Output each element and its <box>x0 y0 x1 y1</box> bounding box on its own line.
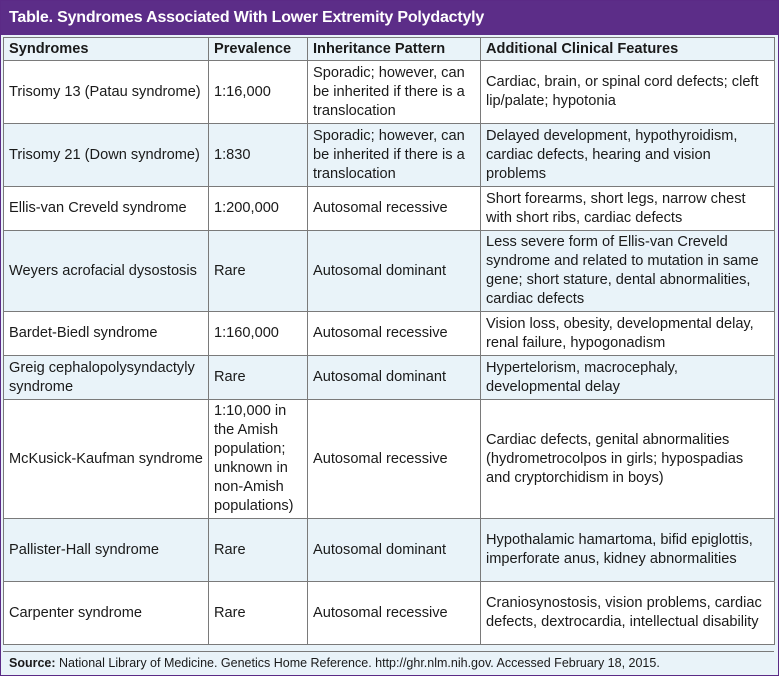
prevalence-cell: Rare <box>209 519 308 582</box>
prevalence-cell: 1:200,000 <box>209 187 308 231</box>
header-row <box>4 38 775 61</box>
column-header: Syndromes <box>4 38 209 61</box>
prevalence-cell: Rare <box>209 356 308 400</box>
features-cell: Hypertelorism, macrocephaly, developmental delay <box>481 356 775 400</box>
inheritance-cell: Autosomal recessive <box>308 312 481 356</box>
prevalence-cell: 1:16,000 <box>209 61 308 124</box>
inheritance-cell: Autosomal dominant <box>308 231 481 312</box>
syndrome-cell: Trisomy 13 (Patau syndrome) <box>4 61 209 124</box>
inheritance-cell: Autosomal recessive <box>308 582 481 645</box>
source-text: National Library of Medicine. Genetics Home Reference. http://ghr.nlm.nih.gov. Accessed February 18, 2015. <box>59 656 660 670</box>
table-row <box>4 356 775 400</box>
column-header: Inheritance Pattern <box>308 38 481 61</box>
prevalence-cell: 1:830 <box>209 124 308 187</box>
table-row <box>4 187 775 231</box>
source-label: Source: <box>9 656 56 670</box>
features-cell: Cardiac, brain, or spinal cord defects; cleft lip/palate; hypotonia <box>481 61 775 124</box>
table-row <box>4 519 775 582</box>
column-header: Prevalence <box>209 38 308 61</box>
features-cell: Delayed development, hypothyroidism, cardiac defects, hearing and vision problems <box>481 124 775 187</box>
inheritance-cell: Sporadic; however, can be inherited if there is a translocation <box>308 124 481 187</box>
table-row <box>4 582 775 645</box>
syndrome-cell: Trisomy 21 (Down syndrome) <box>4 124 209 187</box>
syndrome-cell: Carpenter syndrome <box>4 582 209 645</box>
features-cell: Craniosynostosis, vision problems, cardiac defects, dextrocardia, intellectual disability <box>481 582 775 645</box>
table-row <box>4 124 775 187</box>
features-cell: Less severe form of Ellis-van Creveld syndrome and related to mutation in same gene; short stature, dental abnormalities, cardiac defects <box>481 231 775 312</box>
inheritance-cell: Autosomal dominant <box>308 519 481 582</box>
syndrome-cell: McKusick-Kaufman syndrome <box>4 400 209 519</box>
features-cell: Cardiac defects, genital abnormalities (hydrometrocolpos in girls; hypospadias and cryptorchidism in boys) <box>481 400 775 519</box>
syndromes-table <box>3 37 775 645</box>
syndrome-cell: Greig cephalopolysyndactyly syndrome <box>4 356 209 400</box>
syndrome-cell: Weyers acrofacial dysostosis <box>4 231 209 312</box>
features-cell: Vision loss, obesity, developmental delay, renal failure, hypogonadism <box>481 312 775 356</box>
prevalence-cell: Rare <box>209 231 308 312</box>
source-footer <box>3 651 774 673</box>
inheritance-cell: Autosomal recessive <box>308 400 481 519</box>
prevalence-cell: Rare <box>209 582 308 645</box>
column-header: Additional Clinical Features <box>481 38 775 61</box>
syndrome-cell: Pallister-Hall syndrome <box>4 519 209 582</box>
prevalence-cell: 1:160,000 <box>209 312 308 356</box>
table-row <box>4 61 775 124</box>
features-cell: Short forearms, short legs, narrow chest with short ribs, cardiac defects <box>481 187 775 231</box>
syndrome-cell: Bardet-Biedl syndrome <box>4 312 209 356</box>
syndrome-cell: Ellis-van Creveld syndrome <box>4 187 209 231</box>
inheritance-cell: Autosomal recessive <box>308 187 481 231</box>
table-title: Table. Syndromes Associated With Lower Extremity Polydactyly <box>1 1 778 35</box>
prevalence-cell: 1:10,000 in the Amish population; unknown in non-Amish populations) <box>209 400 308 519</box>
table-row <box>4 400 775 519</box>
table-row <box>4 231 775 312</box>
table-row <box>4 312 775 356</box>
inheritance-cell: Sporadic; however, can be inherited if there is a translocation <box>308 61 481 124</box>
features-cell: Hypothalamic hamartoma, bifid epiglottis, imperforate anus, kidney abnormalities <box>481 519 775 582</box>
inheritance-cell: Autosomal dominant <box>308 356 481 400</box>
